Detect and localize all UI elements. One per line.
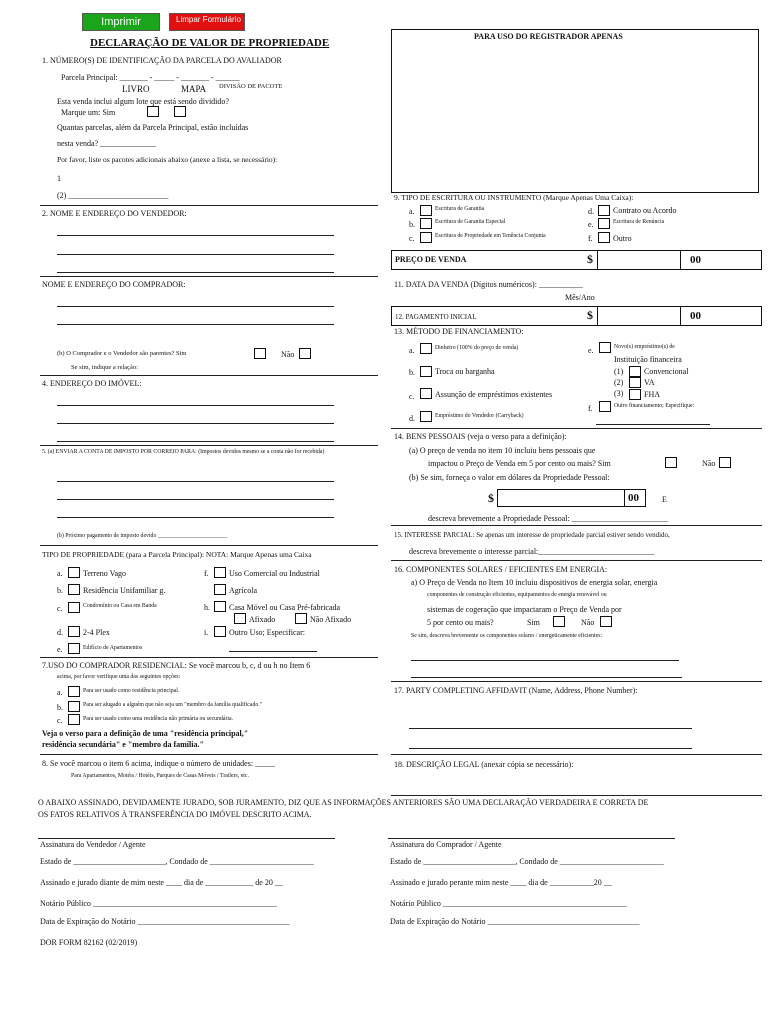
tax-line-2[interactable] <box>57 499 334 500</box>
tax-line-1[interactable] <box>57 481 334 482</box>
other-financing-label: Outro financiamento; Especifique: <box>614 403 695 409</box>
buyer-heading: NOME E ENDEREÇO DO COMPRADOR: <box>42 280 186 289</box>
solar-desc-label: Se sim, descreva brevemente os componentes solares / energeticamente eficientes: <box>411 633 603 639</box>
solar-yes-label: Sim <box>527 618 540 627</box>
relationship-label: Se sim, indique a relação: <box>71 364 138 371</box>
plex-checkbox[interactable] <box>68 626 80 637</box>
sale-price-currency: $ <box>587 252 593 266</box>
other-deed-label: Outro <box>613 234 632 243</box>
apartment-label: Edifício de Apartamentos <box>83 645 143 651</box>
rental-checkbox[interactable] <box>68 701 80 712</box>
clear-form-button[interactable]: Limpar Formulário <box>169 13 245 31</box>
definition-note-1: Veja o verso para a definição de uma "residência principal," <box>42 729 249 738</box>
va-checkbox[interactable] <box>629 377 641 388</box>
solar-heading: 16. COMPONENTES SOLARES / EFICIENTES EM ENERGIA: <box>394 565 608 574</box>
primary-residence-checkbox[interactable] <box>68 686 80 697</box>
divider <box>391 428 762 429</box>
print-button[interactable]: Imprimir <box>82 13 160 31</box>
agricultural-checkbox[interactable] <box>214 584 226 595</box>
affidavit-party-heading: 17. PARTY COMPLETING AFFIDAVIT (Name, Address, Phone Number): <box>394 686 638 695</box>
personal-property-yes-checkbox[interactable] <box>665 457 677 468</box>
parcel-principal: Parcela Principal: _______ - _____ - _______ - ______ <box>61 73 240 82</box>
personal-property-no-label: Não <box>702 459 716 468</box>
divider <box>40 276 378 277</box>
affixed-label: Afixado <box>249 615 276 624</box>
seller-heading: 2. NOME E ENDEREÇO DO VENDEDOR: <box>42 209 187 218</box>
deed-f-letter: f. <box>588 234 593 243</box>
divider <box>40 545 378 546</box>
opt-h-letter: h. <box>204 603 210 612</box>
sale-price-label: PREÇO DE VENDA <box>395 255 467 264</box>
single-family-label: Residência Unifamiliar g. <box>83 586 166 595</box>
parcel-count-question: Quantas parcelas, além da Parcela Principal, estão incluídas <box>57 123 249 132</box>
seller-signature-line[interactable] <box>38 838 335 839</box>
condo-checkbox[interactable] <box>68 602 80 613</box>
related-question: (b) O Comprador e o Vendedor são parentes? Sim <box>57 350 187 357</box>
opt-f-letter: f. <box>204 569 209 578</box>
sale-date-label[interactable]: 11. DATA DA VENDA (Dígitos numéricos): ___________ <box>394 280 583 289</box>
divider <box>40 205 378 206</box>
opt-i-letter: i. <box>204 628 209 637</box>
seller-notary[interactable]: Notário Público ______________________________________________ <box>40 899 277 908</box>
conventional-label: Convencional <box>644 367 689 376</box>
additional-parcel-2[interactable]: (2) _________________________ <box>57 191 169 200</box>
legal-description-heading: 18. DESCRIÇÃO LEGAL (anexar cópia se necessário): <box>394 760 574 769</box>
commercial-label: Uso Comercial ou Industrial <box>229 569 320 578</box>
affixed-checkbox[interactable] <box>234 613 246 624</box>
joint-tenancy-label: Escritura de Propriedade em Tenência Conjunta <box>435 233 546 239</box>
solar-q1: a) O Preço de Venda no Item 10 incluiu dispositivos de energia solar, energia <box>411 578 658 587</box>
deed-c-letter: c. <box>409 234 415 243</box>
quitclaim-label: Escritura de Renúncia <box>613 219 665 225</box>
mark-one-label: Marque um: Sim <box>61 108 116 117</box>
solar-q3: sistemas de cogeração que impactaram o Preço de Venda por <box>427 605 622 614</box>
sale-price-cents: 00 <box>690 254 701 266</box>
solar-line-1[interactable] <box>411 660 679 661</box>
buyer-line-2[interactable] <box>57 324 334 325</box>
other-financing-checkbox[interactable] <box>599 401 611 412</box>
divider <box>391 754 762 755</box>
oath-line-1: O ABAIXO ASSINADO, DEVIDAMENTE JURADO, SOB JURAMENTO, DIZ QUE AS INFORMAÇÕES ANTERIORES SÃO UMA DECLARAÇÃO VERDADEIRA E CORRETA DE <box>38 798 649 807</box>
down-payment-cents: 00 <box>690 310 701 322</box>
solar-no-checkbox[interactable] <box>600 616 612 627</box>
use-a-letter: a. <box>57 688 63 697</box>
sale-price-field[interactable] <box>598 252 680 268</box>
parcel-count-field[interactable]: nesta venda? ______________ <box>57 139 157 148</box>
fin-e-letter: e. <box>588 346 594 355</box>
divider <box>391 681 762 682</box>
conventional-checkbox[interactable] <box>629 366 641 377</box>
assumption-label: Assunção de empréstimos existentes <box>435 390 553 399</box>
related-no-label: Não <box>281 350 295 359</box>
registrar-label: PARA USO DO REGISTRADOR APENAS <box>474 32 623 41</box>
divider <box>40 445 378 446</box>
warranty-deed-label: Escritura de Garantia <box>435 206 485 212</box>
form-number: DOR FORM 82162 (02/2019) <box>40 938 138 947</box>
personal-property-q1: (a) O preço de venda no item 10 incluiu bens pessoais que <box>409 446 596 455</box>
exchange-label: Troca ou barganha <box>435 367 495 376</box>
form-title: DECLARAÇÃO DE VALOR DE PROPRIEDADE <box>90 37 330 49</box>
tax-line-3[interactable] <box>57 517 334 518</box>
agricultural-label: Agrícola <box>229 586 257 595</box>
down-payment-field[interactable] <box>598 308 680 324</box>
oath-line-2: OS FATOS RELATIVOS À TRANSFERÊNCIA DO IMÓVEL DESCRITO ACIMA. <box>38 810 312 819</box>
opt-d-letter: d. <box>57 628 63 637</box>
label-livro: LIVRO <box>122 84 150 94</box>
solar-yes-checkbox[interactable] <box>553 616 565 627</box>
buyer-line-1[interactable] <box>57 306 334 307</box>
contract-checkbox[interactable] <box>598 205 610 216</box>
lot-divided-no-checkbox[interactable] <box>174 106 186 117</box>
contract-label: Contrato ou Acordo <box>613 206 677 215</box>
new-loan-label: Novo(s) empréstimo(s) de <box>614 344 675 350</box>
not-affixed-label: Não Afixado <box>310 615 352 624</box>
registrar-box <box>391 29 759 193</box>
seller-signature-label: Assinatura do Vendedor / Agente <box>40 840 146 849</box>
cash-checkbox[interactable] <box>420 343 432 354</box>
seller-notary-expiration[interactable]: Data de Expiração do Notário ______________________________________ <box>40 917 290 926</box>
property-type-heading: TIPO DE PROPRIEDADE (para a Parcela Principal): NOTA: Marque Apenas uma Caixa <box>42 550 312 559</box>
cash-label: Dinheiro (100% do preço de venda) <box>435 345 519 351</box>
carryback-checkbox[interactable] <box>420 411 432 422</box>
additional-parcel-1: 1 <box>57 174 61 183</box>
fin-a-letter: a. <box>409 346 415 355</box>
warranty-deed-checkbox[interactable] <box>420 205 432 216</box>
buyer-signature-label: Assinatura do Comprador / Agente <box>390 840 502 849</box>
special-warranty-checkbox[interactable] <box>420 218 432 229</box>
buyer-signature-line[interactable] <box>388 838 675 839</box>
rental-label: Para ser alugado a alguém que não seja um "membro da família qualificado." <box>83 702 263 708</box>
personal-property-amount-field[interactable] <box>499 491 623 505</box>
divider <box>391 525 762 526</box>
property-address-heading: 4. ENDEREÇO DO IMÓVEL: <box>42 379 142 388</box>
other-financing-line[interactable] <box>596 424 710 425</box>
primary-residence-label: Para ser usado como residência principal. <box>83 688 180 694</box>
fin-d-letter: d. <box>409 414 415 423</box>
personal-property-currency: $ <box>488 491 494 505</box>
opt-e-letter: e. <box>57 645 63 654</box>
opt-b-letter: b. <box>57 586 63 595</box>
buyer-notary-expiration[interactable]: Data de Expiração do Notário ______________________________________ <box>390 917 640 926</box>
definition-note-2: residência secundária" e "membro da família." <box>42 740 204 749</box>
lot-divided-yes-checkbox[interactable] <box>147 106 159 117</box>
seller-state-county[interactable]: Estado de _______________________, Condado de __________________________ <box>40 857 314 866</box>
personal-property-q2: impactou o Preço de Venda em 5 por cento ou mais? Sim <box>428 459 611 468</box>
seller-line-1[interactable] <box>57 235 334 236</box>
opt-2-label: (2) <box>614 378 624 387</box>
use-c-letter: c. <box>57 716 63 725</box>
partial-interest-heading: 15. INTERESSE PARCIAL: Se apenas um interesse de propriedade parcial estiver sendo vendido, <box>394 531 670 539</box>
other-use-label: Outro Uso; Especificar: <box>229 628 305 637</box>
tax-bill-heading: 5. (a) ENVIAR A CONTA DE IMPOSTO POR CORREIO PARA: (Impostos devidos mesmo se a conta não for recebida) <box>42 449 325 455</box>
quitclaim-checkbox[interactable] <box>598 218 610 229</box>
personal-property-value-label: (b) Se sim, forneça o valor em dólares da Propriedade Pessoal: <box>409 473 610 482</box>
legal-line[interactable] <box>391 795 762 796</box>
deed-type-heading: 9. TIPO DE ESCRITURA OU INSTRUMENTO (Marque Apenas Uma Caixa): <box>394 193 634 202</box>
related-yes-checkbox[interactable] <box>254 348 266 359</box>
affidavit-line-1[interactable] <box>409 728 692 729</box>
residential-use-heading: 7.USO DO COMPRADOR RESIDENCIAL: Se você marcou b, c, d ou h no Item 6 <box>42 661 311 670</box>
address-line-2[interactable] <box>57 423 334 424</box>
units-heading: 8. Se você marcou o item 6 acima, indique o número de unidades: _____ <box>42 759 276 768</box>
vacant-land-label: Terreno Vago <box>83 569 127 578</box>
secondary-residence-checkbox[interactable] <box>68 714 80 725</box>
buyer-sworn[interactable]: Assinado e jurado perante mim neste ____ dia de ___________20 __ <box>390 878 612 887</box>
deed-a-letter: a. <box>409 207 415 216</box>
special-warranty-label: Escritura de Garantia Especial <box>435 219 506 225</box>
related-no-checkbox[interactable] <box>299 348 311 359</box>
solar-q2: componentes de construção eficientes, equipamentos de energia renovável ou <box>427 592 607 598</box>
section-1-heading: 1. NÚMERO(S) DE IDENTIFICAÇÃO DA PARCELA DO AVALIADOR <box>42 56 282 65</box>
divider <box>40 657 378 658</box>
opt-a-letter: a. <box>57 569 63 578</box>
deed-e-letter: e. <box>588 220 594 229</box>
fin-f-letter: f. <box>588 404 593 413</box>
address-line-1[interactable] <box>57 405 334 406</box>
additional-parcels-note: Por favor, liste os pacotes adicionais abaixo (anexe a lista, se necessário): <box>57 155 278 164</box>
divider <box>40 754 378 755</box>
opt-c-letter: c. <box>57 604 63 613</box>
solar-line-2[interactable] <box>411 677 682 678</box>
single-family-checkbox[interactable] <box>68 584 80 595</box>
use-b-letter: b. <box>57 703 63 712</box>
other-use-checkbox[interactable] <box>214 626 226 637</box>
residential-use-sub: acima, por favor verifique uma das seguintes opções: <box>57 674 181 680</box>
joint-tenancy-checkbox[interactable] <box>420 232 432 243</box>
other-deed-checkbox[interactable] <box>598 232 610 243</box>
next-tax-due: (b) Próximo pagamento de imposto devido ________________________ <box>57 533 228 539</box>
not-affixed-checkbox[interactable] <box>295 613 307 624</box>
buyer-state-county[interactable]: Estado de _______________________, Condado de __________________________ <box>390 857 664 866</box>
divider <box>40 375 378 376</box>
mobile-home-checkbox[interactable] <box>214 601 226 612</box>
seller-line-3[interactable] <box>57 272 334 273</box>
vacant-land-checkbox[interactable] <box>68 567 80 578</box>
fha-label: FHA <box>644 390 661 399</box>
units-sub: Para Apartamentos, Motéis / Hotéis, Parques de Casas Móveis / Trailers, etc. <box>71 773 249 779</box>
opt-3-label: (3) <box>614 389 624 398</box>
down-payment-label: 12. PAGAMENTO INICIAL <box>395 313 477 321</box>
personal-property-cents: 00 <box>628 492 639 504</box>
plex-label: 2-4 Plex <box>83 628 110 637</box>
apartment-checkbox[interactable] <box>68 643 80 654</box>
personal-property-heading: 14. BENS PESSOAIS (veja o verso para a definição): <box>394 432 567 441</box>
fha-checkbox[interactable] <box>629 389 641 400</box>
carryback-label: Empréstimo do Vendedor (Carryback) <box>435 413 524 419</box>
personal-property-no-checkbox[interactable] <box>719 457 731 468</box>
financial-institution-label: Instituição financeira <box>614 355 682 364</box>
divider <box>391 560 762 561</box>
seller-line-2[interactable] <box>57 254 334 255</box>
label-divisao: DIVISÃO DE PACOTE <box>219 83 283 90</box>
down-payment-currency: $ <box>587 308 593 322</box>
financing-heading: 13. MÉTODO DE FINANCIAMENTO: <box>394 327 524 336</box>
solar-no-label: Não <box>581 618 595 627</box>
mobile-home-label: Casa Móvel ou Casa Pré-fabricada <box>229 603 341 612</box>
buyer-notary[interactable]: Notário Público ______________________________________________ <box>390 899 627 908</box>
partial-interest-desc[interactable]: descreva brevemente o interesse parcial:_____________________________ <box>409 547 655 556</box>
address-line-3[interactable] <box>57 441 334 442</box>
seller-sworn[interactable]: Assinado e jurado diante de mim neste ____ dia de ____________ de 20 __ <box>40 878 283 887</box>
new-loan-checkbox[interactable] <box>599 342 611 353</box>
exchange-checkbox[interactable] <box>420 366 432 377</box>
secondary-residence-label: Para ser usado como uma residência não primária ou secundária. <box>83 716 234 722</box>
deed-d-letter: d. <box>588 207 594 216</box>
assumption-checkbox[interactable] <box>420 388 432 399</box>
solar-q4: 5 por cento ou mais? <box>427 618 494 627</box>
personal-property-e: E <box>662 495 667 504</box>
lot-divided-question: Esta venda inclui algum lote que está sendo dividido? <box>57 97 229 106</box>
other-use-line[interactable] <box>229 651 317 652</box>
label-mapa: MAPA <box>181 84 207 94</box>
month-year-label: Mês/Ano <box>565 293 595 302</box>
personal-property-desc[interactable]: descreva brevemente a Propriedade Pessoal: ________________________ <box>428 514 668 523</box>
fin-b-letter: b. <box>409 368 415 377</box>
va-label: VA <box>644 378 655 387</box>
fin-c-letter: c. <box>409 392 415 401</box>
deed-b-letter: b. <box>409 220 415 229</box>
condo-label: Condomínio ou Casa em Banda <box>83 603 157 609</box>
commercial-checkbox[interactable] <box>214 567 226 578</box>
opt-1-label: (1) <box>614 367 624 376</box>
affidavit-line-2[interactable] <box>409 748 692 749</box>
